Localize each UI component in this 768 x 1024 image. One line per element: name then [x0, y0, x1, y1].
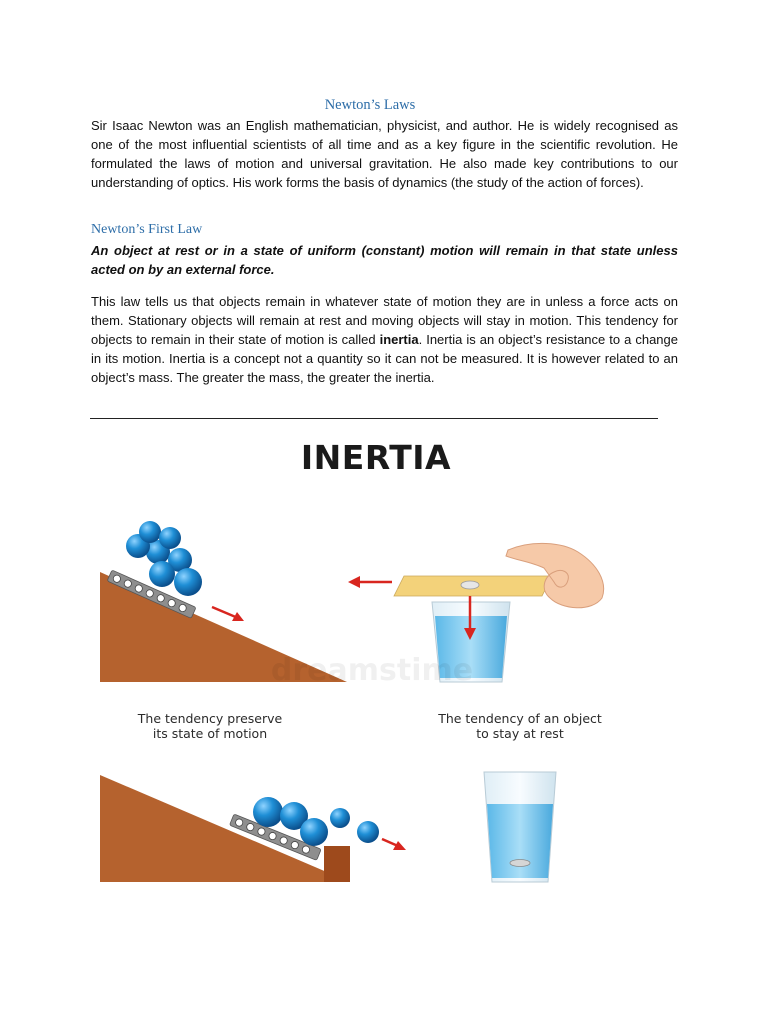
horizontal-rule — [90, 418, 658, 419]
caption-right-line1: The tendency of an object — [438, 711, 602, 726]
explanation-text-2: . Inertia is an object’s resistance to a change in its motion. Inertia is a concept not a quantity so it can not be measured. It is however related to an object’s mass. The greater the mass, the greater the inertia. — [91, 332, 678, 385]
ball — [174, 568, 202, 596]
coin-in-glass — [510, 860, 530, 867]
ball — [330, 808, 350, 828]
hand — [506, 543, 604, 607]
caption-left-line2: its state of motion — [152, 726, 268, 741]
left-arrow — [348, 576, 392, 588]
intro-paragraph: Sir Isaac Newton was an English mathematician, physicist, and author. He is widely recognised as one of the most influential scientists of all time and as a key figure in the scientific revolution. He formulated the laws of motion and universal gravitation. He also made key contributions to our understanding of optics. His work forms the basis of dynamics (the study of the action of forces). — [91, 118, 678, 190]
coin — [461, 581, 479, 589]
ball — [357, 821, 379, 843]
explanation-paragraph — [91, 292, 678, 387]
resting-glass-scene — [484, 772, 556, 882]
page-title: Newton’s Laws — [324, 97, 416, 113]
watermark: dreamstime — [270, 653, 474, 688]
first-law-statement: An object at rest or in a state of uniform (constant) motion will remain in that state unless acted on by an external force. — [91, 243, 678, 277]
explanation-text-1: This law tells us that objects remain in whatever state of motion they are in unless a force acts on them. Stationary objects will remain at rest and moving objects will stay in motion. This tendency for objects to remain in their state of motion is called — [91, 294, 678, 347]
ball — [253, 797, 283, 827]
motion-arrow-upper — [212, 607, 244, 621]
caption-left-line1: The tendency preserve — [137, 711, 283, 726]
caption-right — [420, 711, 620, 741]
inertia-term: inertia — [379, 332, 419, 347]
motion-arrow-lower — [382, 839, 406, 850]
inertia-illustration — [92, 432, 652, 902]
caption-right-line2: to stay at rest — [476, 726, 564, 741]
ball — [149, 561, 175, 587]
figure-title: INERTIA — [300, 438, 452, 477]
ball — [300, 818, 328, 846]
caption-left — [110, 711, 310, 741]
lower-slope-scene — [100, 775, 406, 882]
first-law-heading: Newton’s First Law — [91, 222, 203, 237]
ball — [159, 527, 181, 549]
stopper-block — [324, 846, 350, 882]
water-bottom — [487, 804, 553, 878]
ball — [139, 521, 161, 543]
